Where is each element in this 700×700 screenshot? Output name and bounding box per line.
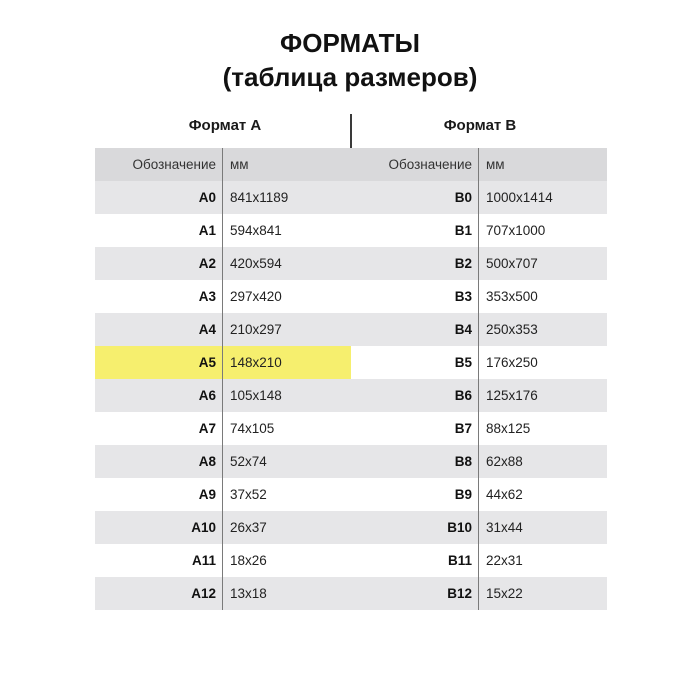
table-row (95, 214, 351, 247)
format-b-table (351, 148, 607, 610)
format-size-mm: 26x37 (230, 520, 267, 535)
format-code: B7 (454, 421, 472, 436)
format-a-header-row (95, 148, 351, 181)
format-code: B10 (447, 520, 472, 535)
format-a-table (95, 148, 351, 610)
format-code: B0 (454, 190, 472, 205)
format-code: B2 (454, 256, 472, 271)
format-a-heading: Формат А (188, 117, 262, 134)
table-row (351, 181, 607, 214)
format-code: A0 (198, 190, 216, 205)
format-size-mm: 62x88 (486, 454, 523, 469)
format-code: A7 (198, 421, 216, 436)
format-code: B12 (447, 586, 472, 601)
column-header-mm: мм (486, 157, 505, 172)
table-row (95, 280, 351, 313)
format-size-mm: 88x125 (486, 421, 531, 436)
table-row (95, 181, 351, 214)
format-code: B5 (454, 355, 472, 370)
format-size-mm: 105x148 (230, 388, 282, 403)
table-row (351, 280, 607, 313)
page-title: ФОРМАТЫ (280, 28, 420, 58)
format-code: A3 (198, 289, 216, 304)
table-row (351, 346, 607, 379)
table-row (351, 313, 607, 346)
table-row (351, 214, 607, 247)
column-header-mm: мм (230, 157, 249, 172)
format-b-header-row (351, 148, 607, 181)
table-row (95, 511, 351, 544)
format-code: B6 (454, 388, 472, 403)
format-size-mm: 594x841 (230, 223, 282, 238)
format-code: A11 (191, 553, 216, 568)
column-header-designation: Обозначение (132, 157, 216, 172)
format-size-mm: 44x62 (486, 487, 523, 502)
table-row (351, 445, 607, 478)
format-code: B3 (454, 289, 472, 304)
format-code: A2 (198, 256, 216, 271)
format-a-rows (95, 181, 351, 610)
format-size-mm: 210x297 (230, 322, 282, 337)
table-row (95, 577, 351, 610)
format-code: B11 (447, 553, 472, 568)
format-size-mm: 250x353 (486, 322, 538, 337)
format-b-rows (351, 181, 607, 610)
format-code: B8 (454, 454, 472, 469)
format-size-mm: 31x44 (486, 520, 523, 535)
format-code: B9 (454, 487, 472, 502)
table-row (351, 511, 607, 544)
format-size-mm: 125x176 (486, 388, 538, 403)
table-row (351, 478, 607, 511)
column-header-designation: Обозначение (388, 157, 472, 172)
format-code: A5 (198, 355, 216, 370)
table-row (351, 379, 607, 412)
format-size-mm: 18x26 (230, 553, 267, 568)
format-code: B1 (454, 223, 472, 238)
format-code: B4 (454, 322, 472, 337)
format-size-mm: 707x1000 (486, 223, 546, 238)
format-code: A6 (198, 388, 216, 403)
format-code: A8 (198, 454, 216, 469)
table-row (351, 544, 607, 577)
table-row (95, 379, 351, 412)
format-code: A4 (198, 322, 216, 337)
format-size-mm: 297x420 (230, 289, 282, 304)
format-size-mm: 353x500 (486, 289, 538, 304)
table-row (95, 445, 351, 478)
format-size-mm: 420x594 (230, 256, 282, 271)
format-size-mm: 841x1189 (230, 190, 289, 205)
format-size-mm: 148x210 (230, 355, 282, 370)
format-code: A12 (191, 586, 216, 601)
format-code: A10 (191, 520, 216, 535)
format-size-mm: 13x18 (230, 586, 267, 601)
table-row (95, 544, 351, 577)
table-row (351, 412, 607, 445)
format-size-mm: 37x52 (230, 487, 267, 502)
table-row (351, 577, 607, 610)
format-size-mm: 500x707 (486, 256, 538, 271)
format-size-mm: 22x31 (486, 553, 523, 568)
format-size-mm: 52x74 (230, 454, 267, 469)
format-size-mm: 176x250 (486, 355, 538, 370)
table-row (95, 313, 351, 346)
table-row (95, 247, 351, 280)
table-row (95, 346, 351, 379)
format-code: A1 (198, 223, 216, 238)
format-b-heading: Формат В (443, 117, 517, 134)
table-row (351, 247, 607, 280)
format-code: A9 (198, 487, 216, 502)
table-row (95, 412, 351, 445)
format-size-mm: 15x22 (486, 586, 523, 601)
format-size-mm: 1000x1414 (486, 190, 553, 205)
page-subtitle: (таблица размеров) (222, 62, 478, 92)
format-size-mm: 74x105 (230, 421, 275, 436)
table-row (95, 478, 351, 511)
